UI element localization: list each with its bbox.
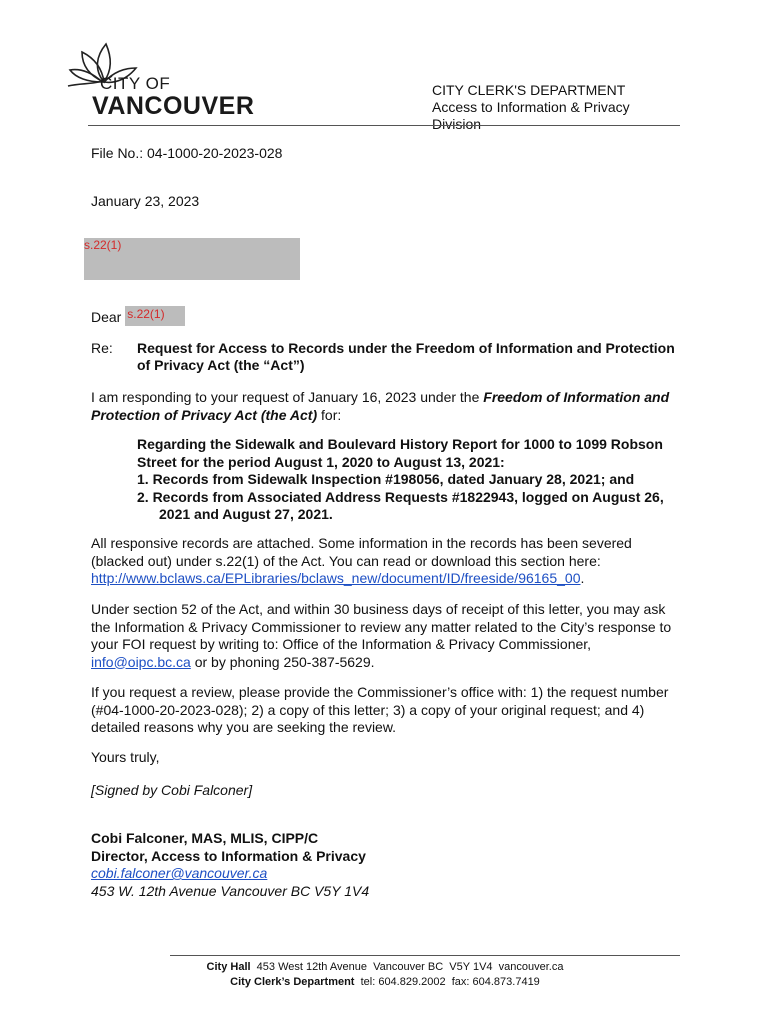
letter-date: January 23, 2023	[91, 193, 200, 209]
signer-title: Director, Access to Information & Privacy	[91, 847, 366, 864]
intro-paragraph	[91, 389, 687, 424]
review-line-2: the Information & Privacy Commissioner to review any matter related to the City’s response to	[91, 618, 672, 635]
signer-address: 453 W. 12th Avenue Vancouver BC V5Y 1V4	[91, 882, 370, 899]
act-name-2: Protection of Privacy Act (the Act)	[91, 406, 318, 423]
subject-line	[137, 340, 682, 374]
salutation-text: Dear	[91, 309, 122, 325]
division-name: Access to Information & Privacy Division	[432, 99, 630, 132]
header-divider	[88, 125, 680, 126]
salutation	[91, 306, 185, 326]
request-item-1: 1. Records from Sidewalk Inspection #198056, dated January 28, 2021; and	[137, 471, 635, 487]
review-paragraph	[91, 601, 687, 671]
oipc-email-link[interactable]: info@oipc.bc.ca	[91, 653, 191, 670]
footer-address: 453 West 12th Avenue Vancouver BC V5Y 1V4 vancouver.ca	[250, 961, 564, 973]
signer-email-link[interactable]: cobi.falconer@vancouver.ca	[91, 865, 268, 881]
intro-text-2: for:	[317, 406, 342, 423]
records-period: .	[580, 570, 585, 586]
records-line-2: (blacked out) under s.22(1) of the Act. You can read or download this section here:	[91, 552, 601, 569]
request-review-line-1: If you request a review, please provide the Commissioner’s office with: 1) the request number	[91, 684, 669, 700]
footer-clerk-dept: City Clerk’s Department	[230, 976, 355, 988]
footer-contact: tel: 604.829.2002 fax: 604.873.7419	[354, 976, 540, 988]
closing: Yours truly,	[91, 749, 160, 765]
records-paragraph	[91, 535, 687, 588]
logo-city-of: CITY OF	[100, 74, 171, 93]
logo-vancouver: VANCOUVER	[92, 92, 255, 120]
redacted-name: s.22(1)	[125, 306, 185, 326]
redaction-label: s.22(1)	[84, 238, 122, 252]
request-review-line-3: detailed reasons why you are seeking the review.	[91, 719, 397, 735]
footer-city-hall: City Hall	[206, 961, 251, 973]
request-line-2: Street for the period August 1, 2020 to August 13, 2021:	[137, 453, 505, 470]
footer	[120, 960, 650, 990]
review-line-1: Under section 52 of the Act, and within 30 business days of receipt of this letter, you may ask	[91, 601, 666, 617]
signed-note: [Signed by Cobi Falconer]	[91, 782, 253, 798]
review-line-3: your FOI request by writing to: Office of the Information & Privacy Commissioner,	[91, 636, 592, 652]
request-review-line-2: (#04-1000-20-2023-028); 2) a copy of this letter; 3) a copy of your original request; and 4)	[91, 701, 645, 718]
city-logo	[64, 42, 254, 122]
signature-block	[91, 830, 369, 900]
records-line-1: All responsive records are attached. Some information in the records has been severed	[91, 535, 632, 551]
review-phone: or by phoning 250-387-5629.	[190, 653, 375, 670]
bclaws-link[interactable]: http://www.bclaws.ca/EPLibraries/bclaws_new/document/ID/freeside/96165_00	[91, 570, 581, 586]
signer-name: Cobi Falconer, MAS, MLIS, CIPP/C	[91, 830, 319, 846]
subject-line-2: of Privacy Act (the “Act”)	[137, 357, 305, 373]
file-number: File No.: 04-1000-20-2023-028	[91, 145, 283, 161]
request-item-2: 2. Records from Associated Address Requests #1822943, logged on August 26, 2021 and August 27, 2021.	[137, 488, 664, 522]
request-details	[137, 436, 682, 524]
redacted-address-block	[84, 238, 300, 280]
act-name-1: Freedom of Information and	[483, 389, 670, 405]
department-name: CITY CLERK'S DEPARTMENT	[432, 82, 626, 98]
footer-divider	[170, 955, 680, 956]
request-line-1: Regarding the Sidewalk and Boulevard History Report for 1000 to 1099 Robson	[137, 436, 663, 452]
re-label: Re:	[91, 340, 113, 356]
subject-line-1: Request for Access to Records under the Freedom of Information and Protection	[137, 340, 675, 356]
intro-text-1: I am responding to your request of January 16, 2023 under the	[91, 389, 484, 405]
request-review-paragraph	[91, 684, 687, 737]
